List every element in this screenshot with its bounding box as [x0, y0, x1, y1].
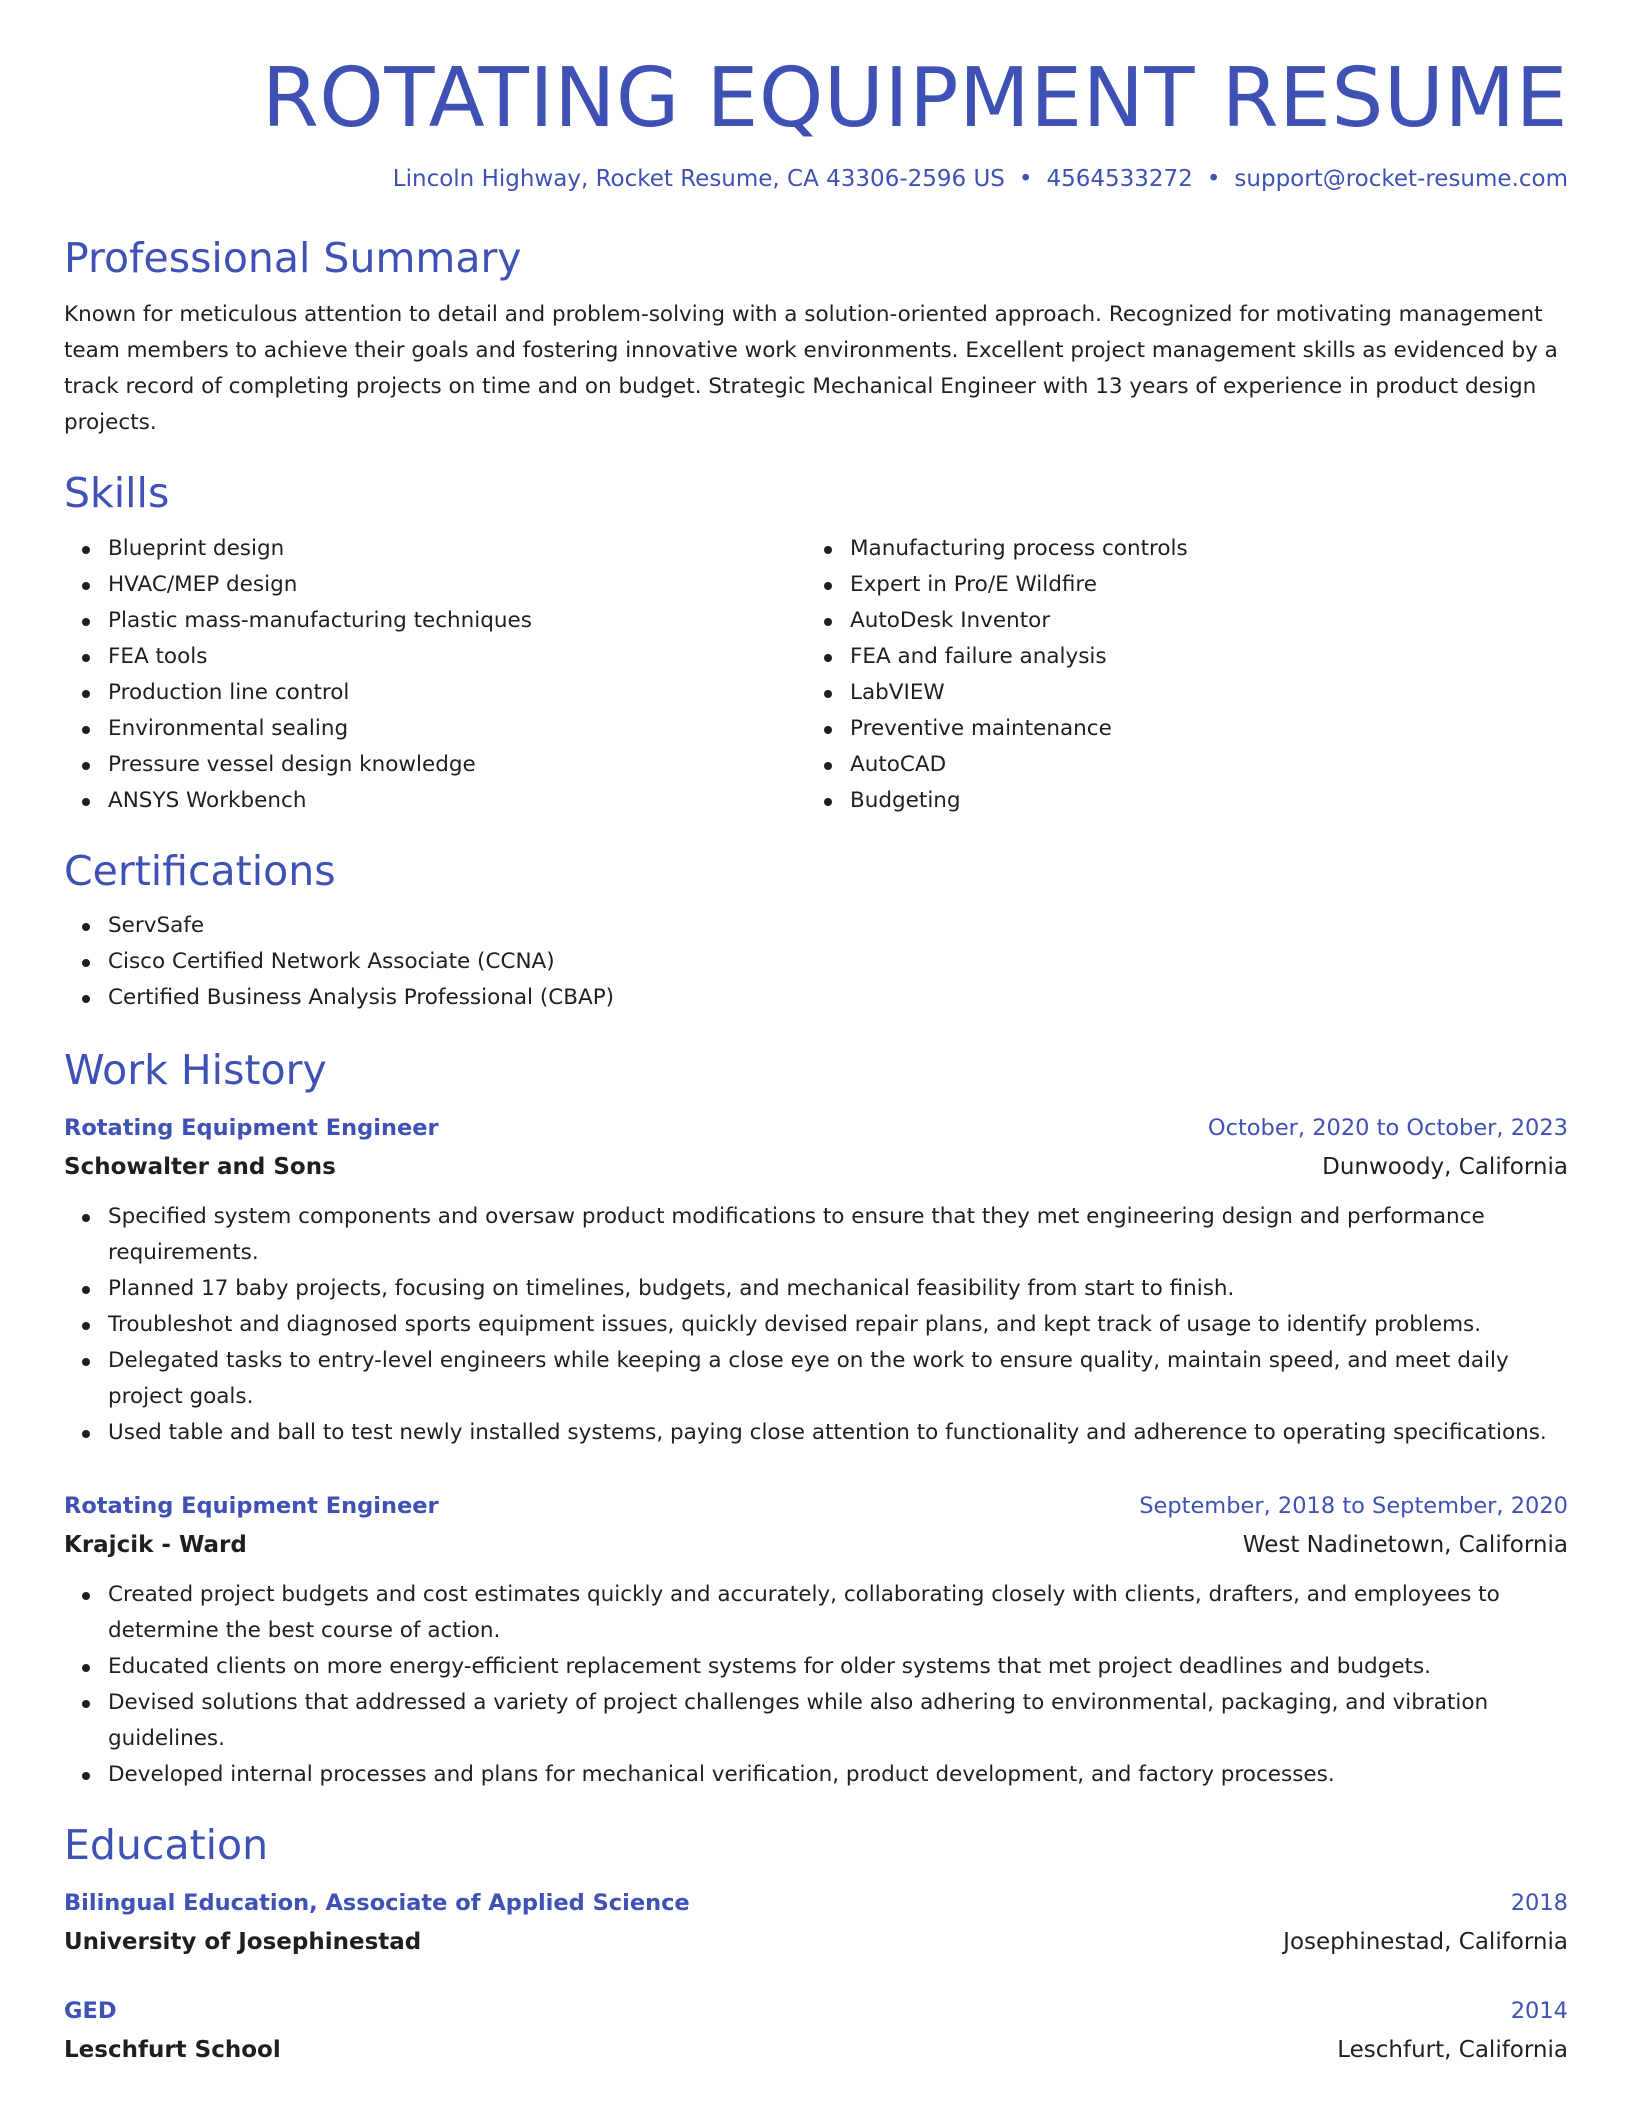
skills-list-left — [64, 531, 806, 819]
job-entry — [64, 1487, 1568, 1793]
skill-item: LabVIEW — [850, 675, 1568, 711]
skill-item: FEA tools — [108, 639, 806, 675]
skill-item: HVAC/MEP design — [108, 567, 806, 603]
job-bullet: Troubleshot and diagnosed sports equipment issues, quickly devised repair plans, and kept track of usage to identify problems. — [108, 1307, 1568, 1343]
skill-item: Preventive maintenance — [850, 711, 1568, 747]
work-history-title: Work History — [64, 1045, 327, 1094]
skill-item: FEA and failure analysis — [850, 639, 1568, 675]
education-year: 2018 — [1510, 1890, 1568, 1917]
summary-title: Professional Summary — [64, 234, 522, 283]
skills-title: Skills — [64, 469, 170, 518]
skills-columns — [64, 519, 1568, 819]
certification-item: ServSafe — [108, 908, 1568, 944]
skill-item: Production line control — [108, 675, 806, 711]
job-location: West Nadinetown, California — [1242, 1531, 1568, 1558]
skills-section — [64, 469, 1568, 818]
job-dates: September, 2018 to September, 2020 — [1139, 1492, 1568, 1519]
job-header — [64, 1487, 1568, 1525]
job-bullets — [64, 1577, 1568, 1793]
education-entry — [64, 1992, 1568, 2070]
education-degree: Bilingual Education, Associate of Applied Science — [64, 1890, 690, 1917]
job-title: Rotating Equipment Engineer — [64, 1114, 439, 1141]
job-title: Rotating Equipment Engineer — [64, 1492, 439, 1519]
education-subheader — [64, 1922, 1568, 1962]
education-school: Leschfurt School — [64, 2037, 281, 2064]
education-degree: GED — [64, 1998, 117, 2025]
skills-column-right — [806, 519, 1568, 819]
job-company: Krajcik - Ward — [64, 1531, 247, 1558]
job-bullet: Delegated tasks to entry-level engineers while keeping a close eye on the work to ensure quality, maintain speed, and meet daily project goals. — [108, 1343, 1568, 1415]
education-entry — [64, 1884, 1568, 1962]
education-header — [64, 1992, 1568, 2030]
certifications-title: Certifications — [64, 846, 336, 895]
resume-name: ROTATING EQUIPMENT RESUME — [261, 51, 1568, 146]
job-subheader — [64, 1525, 1568, 1565]
job-location: Dunwoody, California — [1322, 1153, 1568, 1180]
education-header — [64, 1884, 1568, 1922]
education-year: 2014 — [1510, 1998, 1568, 2025]
job-bullet: Developed internal processes and plans for mechanical verification, product development, and factory processes. — [108, 1757, 1568, 1793]
skill-item: Budgeting — [850, 783, 1568, 819]
skill-item: Manufacturing process controls — [850, 531, 1568, 567]
skill-item: Blueprint design — [108, 531, 806, 567]
skill-item: AutoDesk Inventor — [850, 603, 1568, 639]
certifications-section — [64, 847, 1568, 1016]
job-entry — [64, 1109, 1568, 1451]
certification-item: Cisco Certified Network Associate (CCNA) — [108, 944, 1568, 980]
skills-list-right — [806, 531, 1568, 819]
job-dates: October, 2020 to October, 2023 — [1207, 1114, 1568, 1141]
summary-text: Known for meticulous attention to detail and problem-solving with a solution-oriented approach. Recognized for motivating management team members to achieve their goals and fostering innovative work environments. Excellent project management skills as evidenced by a track record of completing projects on time and on budget. Strategic Mechanical Engineer with 13 years of experience in product design projects. — [64, 302, 1558, 436]
skills-column-left — [64, 519, 806, 819]
contact-line — [64, 166, 1568, 192]
skill-item: Expert in Pro/E Wildfire — [850, 567, 1568, 603]
job-bullets — [64, 1199, 1568, 1451]
contact-phone: 4564533272 — [1046, 166, 1193, 193]
job-bullet: Used table and ball to test newly installed systems, paying close attention to functionality and adherence to operating specifications. — [108, 1415, 1568, 1451]
education-section — [64, 1821, 1568, 2070]
job-bullet: Educated clients on more energy-efficient replacement systems for older systems that met project deadlines and budgets. — [108, 1649, 1568, 1685]
education-location: Josephinestad, California — [1283, 1929, 1568, 1956]
skill-item: AutoCAD — [850, 747, 1568, 783]
contact-separator: • — [1018, 166, 1033, 193]
skill-item: ANSYS Workbench — [108, 783, 806, 819]
summary-section — [64, 234, 1568, 441]
job-bullet: Devised solutions that addressed a variety of project challenges while also adhering to environmental, packaging, and vibration guidelines. — [108, 1685, 1568, 1757]
job-header — [64, 1109, 1568, 1147]
certifications-list — [64, 908, 1568, 1016]
job-subheader — [64, 1147, 1568, 1187]
education-school: University of Josephinestad — [64, 1929, 422, 1956]
contact-separator: • — [1206, 166, 1221, 193]
job-bullet: Created project budgets and cost estimates quickly and accurately, collaborating closely with clients, drafters, and employees to determine the best course of action. — [108, 1577, 1568, 1649]
education-title: Education — [64, 1820, 269, 1869]
contact-address: Lincoln Highway, Rocket Resume, CA 43306-2596 US — [392, 166, 1005, 193]
certification-item: Certified Business Analysis Professional (CBAP) — [108, 980, 1568, 1016]
work-history-section — [64, 1046, 1568, 1793]
skill-item: Environmental sealing — [108, 711, 806, 747]
skill-item: Pressure vessel design knowledge — [108, 747, 806, 783]
resume-header — [64, 51, 1568, 193]
job-bullet: Planned 17 baby projects, focusing on timelines, budgets, and mechanical feasibility from start to finish. — [108, 1271, 1568, 1307]
contact-email: support@rocket-resume.com — [1234, 166, 1568, 193]
education-subheader — [64, 2030, 1568, 2070]
skill-item: Plastic mass-manufacturing techniques — [108, 603, 806, 639]
education-location: Leschfurt, California — [1337, 2037, 1568, 2064]
job-bullet: Specified system components and oversaw product modifications to ensure that they met engineering design and performance requirements. — [108, 1199, 1568, 1271]
job-company: Schowalter and Sons — [64, 1153, 336, 1180]
